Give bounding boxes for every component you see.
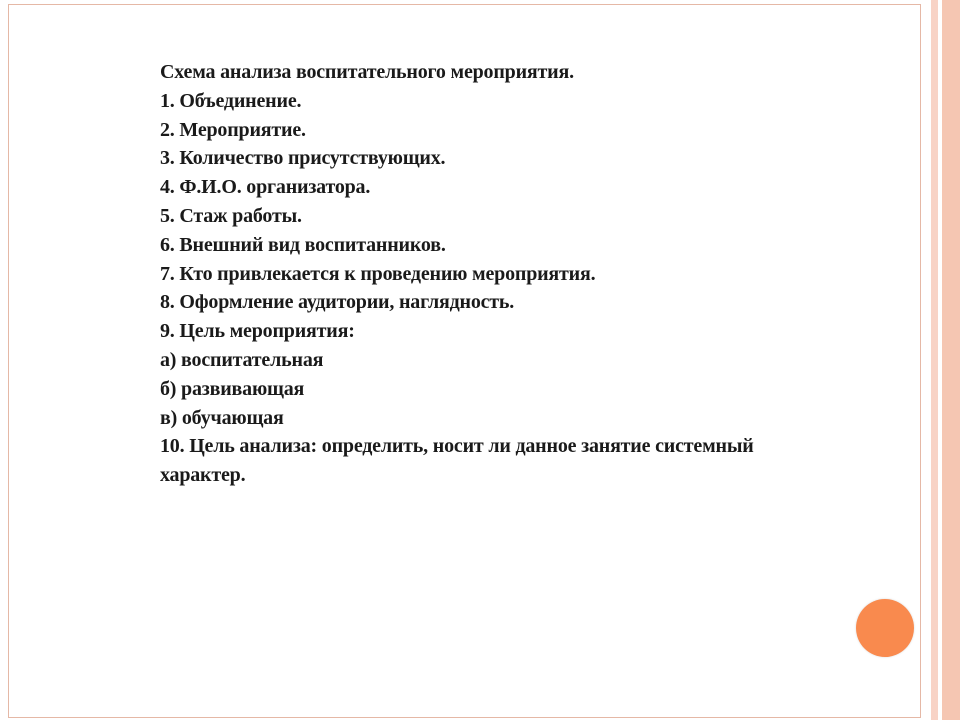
list-subitem: б) развивающая bbox=[160, 377, 305, 400]
list-item: 8. Оформление аудитории, наглядность. bbox=[160, 291, 515, 314]
stripe-wide bbox=[942, 0, 960, 720]
slide-heading: Схема анализа воспитательного мероприятия. bbox=[160, 61, 574, 83]
list-item: 10. Цель анализа: определить, носит ли данное занятие системный характер. bbox=[160, 435, 754, 487]
list-item: 3. Количество присутствующих. bbox=[160, 147, 446, 170]
list-item: 4. Ф.И.О. организатора. bbox=[160, 176, 371, 199]
accent-circle-icon bbox=[856, 599, 914, 657]
list-item: 7. Кто привлекается к проведению мероприятия. bbox=[160, 262, 596, 285]
list-item: 6. Внешний вид воспитанников. bbox=[160, 233, 446, 256]
list-item: 1. Объединение. bbox=[160, 89, 302, 112]
decorative-stripes bbox=[926, 0, 960, 720]
list-item: 5. Стаж работы. bbox=[160, 204, 302, 227]
list-subitem: а) воспитательная bbox=[160, 348, 324, 371]
stripe-thin bbox=[931, 0, 938, 720]
list-subitem: в) обучающая bbox=[160, 406, 284, 429]
slide-content bbox=[160, 58, 780, 490]
list-item: 2. Мероприятие. bbox=[160, 118, 306, 141]
list-item: 9. Цель мероприятия: bbox=[160, 320, 355, 343]
